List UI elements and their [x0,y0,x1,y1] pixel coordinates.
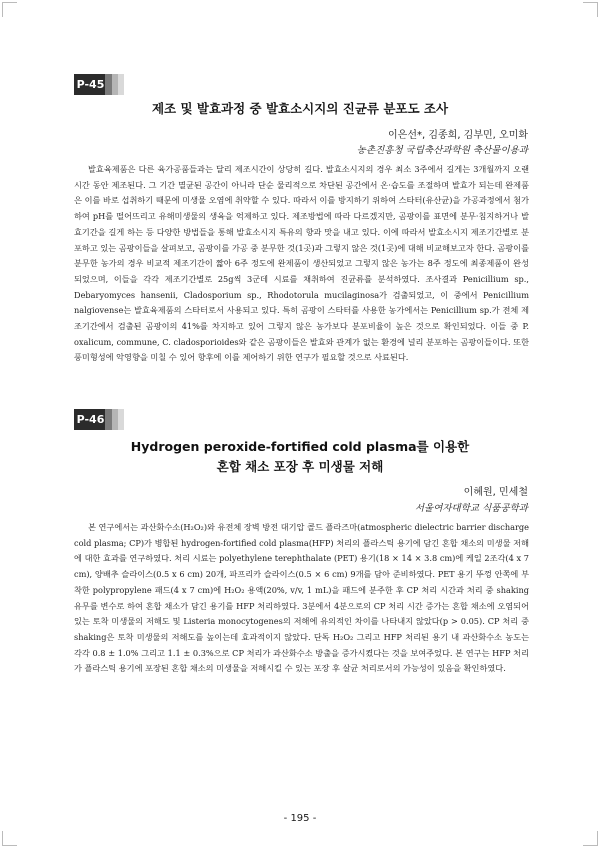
abstract-authors-p46: 이혜원, 민세철 [463,487,528,498]
abstract-affiliation-p46: 서울여자대학교 식품공학과 [414,503,528,514]
abstract-title-p46-line1: Hydrogen peroxide-fortified cold plasma를 이용한 [130,439,470,454]
page-number: - 195 - [283,813,317,824]
abstract-authors-p45: 이은선*, 김종희, 김부민, 오미화 [388,130,528,141]
abstract-body-p45: 발효육제품은 다른 육가공품들과는 달리 제조시간이 상당히 길다. 발효소시지의 경우 최소 3주에서 길게는 3개월까지 오랜시간 동안 제조된다. 그 기간 멸균된 공간이 아니라 단순 물리적으로 차단된 공간에서 온·습도를 조절하며 발효가 되는데 완제품은 이를 바로 섭취하기 때문에 미생물 오염에 취약할 수 있다. 따라서 이를 방지하기 위하여 스타터(유산균)을 가공과정에서 첨가하여 pH를 떨어뜨리고 유해미생물의 생육을 억제하고 있다. 제조방법에 따라 다르겠지만, 곰팡이를 표면에 분무·침지하거나 발효기간을 길게 하는 등 다양한 방법들을 통해 발효소시지 특유의 향과 맛을 내고 있다. 이에 따라서 발효소시지 제조기간별로 분포하고 있는 곰팡이들을 살펴보고, 곰팡이를 가공 중 분무한 것(1곳)과 그렇지 않은 것(1곳)에 대해 비교해보고자 한다. 곰팡이를 분무한 농가의 경우 비교적 제조기간이 짧아 6주 정도에 완제품이 생산되었고 그렇지 않은 농가는 8주 정도에 최종제품이 완성되었으며, 이들을 각각 제조기간별로 25g씩 3군데 시료를 채취하여 진균류를 분석하였다. 조사결과 Penicillium sp., Debaryomyces hansenii, Cladosporium sp., Rhodotorula mucilaginosa가 검출되었고, 이 중에서 Penicillium nalgiovense는 발효육제품의 스타터로서 사용되고 있다. 특히 곰팡이 스타터를 사용한 농가에서는 Penicillium sp.가 전체 제조기간에서 검출된 곰팡이의 41%를 차지하고 있어 그렇지 않은 농가보다 분포비율이 높은 것으로 확인되었다. 이들 중 P. oxalicum, commune, C. cladosporioides와 같은 곰팡이들은 발효와 관계가 없는 환경에 널리 분포하는 곰팡이들이다. 또한 풍미형성에 악영향을 미칠 수 있어 향후에 이를 제어하기 위한 연구가 필요할 것으로 사료된다. [74,164,529,363]
abstract-body-p46: 본 연구에서는 과산화수소(H₂O₂)와 유전체 장벽 방전 대기압 콜드 플라즈마(atmospheric dielectric barrier discharge cold plasma; CP)가 병합된 hydrogen-fortified cold plasma(HFP) 처리의 플라스틱 용기에 담긴 혼합 채소의 미생물 저해에 대한 효과를 연구하였다. 처리 시료는 polyethylene terephthalate (PET) 용기(18 × 14 × 3.8 cm)에 케일 2조각(4 x 7 cm), 양배추 슬라이스(0.5 x 6 cm) 20개, 파프리카 슬라이스(0.5 × 6 cm) 9개를 담아 준비하였다. PET 용기 뚜껑 안쪽에 부착한 polypropylene 패드(4 x 7 cm)에 H₂O₂ 용액(20%, v/v, 1 mL)을 패드에 분주한 후 CP 처리 시간과 처리 중 shaking 유무를 변수로 하여 혼합 채소가 담긴 용기를 HFP 처리하였다. 3분에서 4분으로의 CP 처리 시간 증가는 혼합 채소에 오염되어 있는 토착 미생물의 저해도 및 Listeria monocytogenes의 저해에 유의적인 차이를 나타내지 않았다(p > 0.05). CP 처리 중 shaking은 토착 미생물의 저해도를 높이는데 효과적이지 않았다. 단독 H₂O₂ 그리고 HFP 처리된 용기 내 과산화수소 농도는 각각 0.8 ± 1.0% 그리고 1.1 ± 0.3%으로 CP 처리가 과산화수소 방출을 증가시켰다는 것을 보여주었다. 본 연구는 HFP 처리가 플라스틱 용기에 포장된 혼합 채소의 미생물을 저해시킬 수 있는 포장 후 살균 처리로서의 가능성이 있음을 확인하였다. [74,522,529,674]
abstract-title-p46-line2: 혼합 채소 포장 후 미생물 저해 [216,459,384,474]
badge-label: P-45 [76,78,105,91]
crop-mark-bottom-right [583,831,598,846]
badge-label: P-46 [76,413,105,426]
crop-mark-top-left [2,2,17,17]
crop-mark-bottom-left [2,831,17,846]
abstract-badge-p46 [74,409,124,430]
abstract-affiliation-p45: 농촌진흥청 국립축산과학원 축산물이용과 [356,145,528,156]
abstract-title-p45: 제조 및 발효과정 중 발효소시지의 진균류 분포도 조사 [151,101,449,116]
abstract-badge-p45 [74,74,124,95]
crop-mark-top-right [583,2,598,17]
